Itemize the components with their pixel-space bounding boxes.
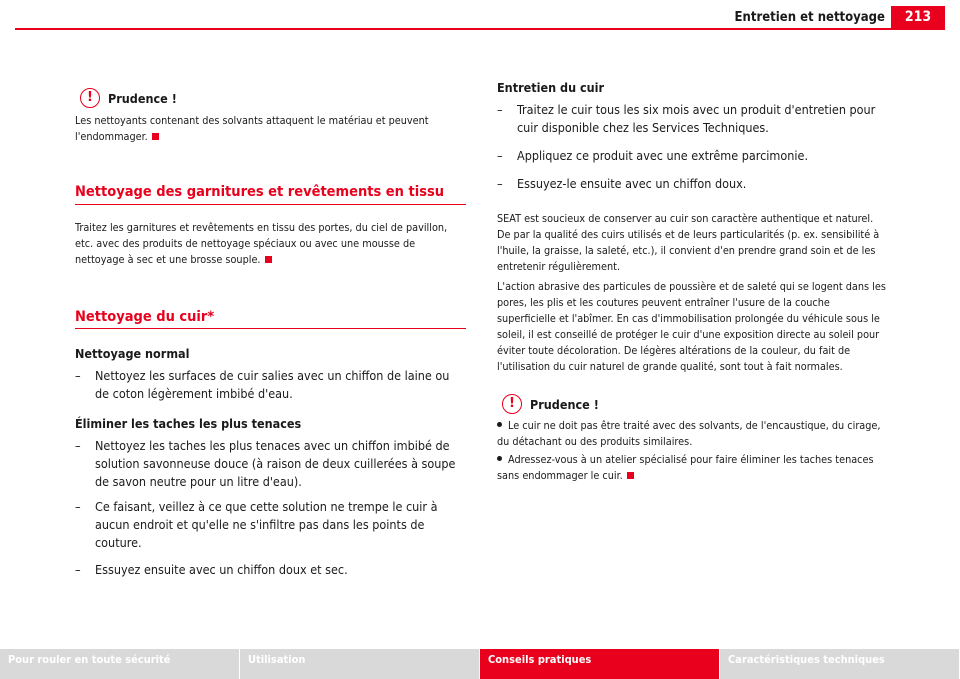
subheading-leather-care: Entretien du cuir — [497, 80, 605, 95]
fabric-text: Traitez les garnitures et revêtements en tissu des portes, du ciel de pavillon, etc. avec des produits de nettoyage spéciaux ou avec une mousse de nettoyage à sec et une brosse souple. — [75, 221, 448, 266]
section-title-fabric: Nettoyage des garnitures et revêtements en tissu — [75, 184, 445, 200]
step-item: – Essuyez-le ensuite avec un chiffon doux. — [497, 176, 747, 191]
step-item: – Nettoyez les surfaces de cuir salies avec un chiffon de laine ou de coton légèrement imbibé d'eau. — [75, 368, 450, 401]
caution-title: Prudence ! — [530, 396, 599, 412]
section-title-leather: Nettoyage du cuir* — [75, 309, 215, 325]
caution-bullet: Adressez-vous à un atelier spécialisé pour faire éliminer les taches tenaces sans endommager le cuir. — [497, 453, 874, 482]
header-divider — [15, 28, 945, 30]
red-square-icon — [627, 472, 634, 479]
page-number: 213 — [891, 6, 945, 28]
bullet-icon — [497, 456, 502, 461]
caution-heading-right — [502, 394, 599, 414]
red-square-icon — [265, 256, 272, 263]
step-item: – Ce faisant, veillez à ce que cette solution ne trempe le cuir à aucun endroit et qu'elle ne s'infiltre pas dans les points de couture. — [75, 499, 438, 550]
warning-circle-icon: ! — [502, 394, 522, 414]
paragraph-leather-intro: SEAT est soucieux de conserver au cuir son caractère authentique et naturel. De par la qualité des cuirs utilisés et de leurs particularités (p. ex. sensibilité à l'huile, la graisse, la saleté, etc.), il convient d'en prendre grand soin et de les entretenir régulièrement. — [497, 212, 880, 273]
warning-circle-icon: ! — [80, 88, 100, 108]
step-item: – Appliquez ce produit avec une extrême parcimonie. — [497, 148, 809, 163]
tab-practical-tips[interactable]: Conseils pratiques — [480, 649, 720, 679]
step-item: – Traitez le cuir tous les six mois avec un produit d'entretien pour cuir disponible chez les Services Techniques. — [497, 102, 876, 135]
caution-title: Prudence ! — [108, 90, 177, 106]
caution-bullet: Le cuir ne doit pas être traité avec des solvants, de l'encaustique, du cirage, du détachant ou des produits similaires. — [497, 419, 881, 448]
bullet-icon — [497, 422, 502, 427]
section-divider — [75, 204, 466, 205]
paragraph-leather-abrasion: L'action abrasive des particules de poussière et de saleté qui se logent dans les pores, les plis et les coutures peuvent entraîner l'usure de la couche superficielle et l'abîmer. En cas d'immobilisation prolongée du véhicule sous le soleil, il est conseillé de protéger le cuir d'une exposition directe au soleil pour éviter toute décoloration. De légères altérations de la couleur, du fait de l'utilisation du cuir naturel de grande qualité, sont tout à fait normales. — [497, 280, 886, 373]
step-item: – Essuyez ensuite avec un chiffon doux et sec. — [75, 562, 348, 577]
tab-safety[interactable]: Pour rouler en toute sécurité — [0, 649, 240, 679]
tab-technical-specs[interactable]: Caractéristiques techniques — [720, 649, 960, 679]
caution-heading-left — [80, 88, 177, 108]
subheading-tough-stains: Éliminer les taches les plus tenaces — [75, 416, 302, 431]
tab-usage[interactable]: Utilisation — [240, 649, 480, 679]
subheading-normal-cleaning: Nettoyage normal — [75, 346, 190, 361]
step-item: – Nettoyez les taches les plus tenaces avec un chiffon imbibé de solution savonneuse douce (à raison de deux cuillerées à soupe de savon neutre pour un litre d'eau). — [75, 438, 456, 489]
footer-nav — [0, 649, 960, 679]
red-square-icon — [152, 133, 159, 140]
page-title: Entretien et nettoyage — [734, 10, 885, 25]
page-header — [0, 0, 960, 30]
section-divider — [75, 328, 466, 329]
caution-text: Les nettoyants contenant des solvants attaquent le matériau et peuvent l'endommager. — [75, 114, 429, 143]
